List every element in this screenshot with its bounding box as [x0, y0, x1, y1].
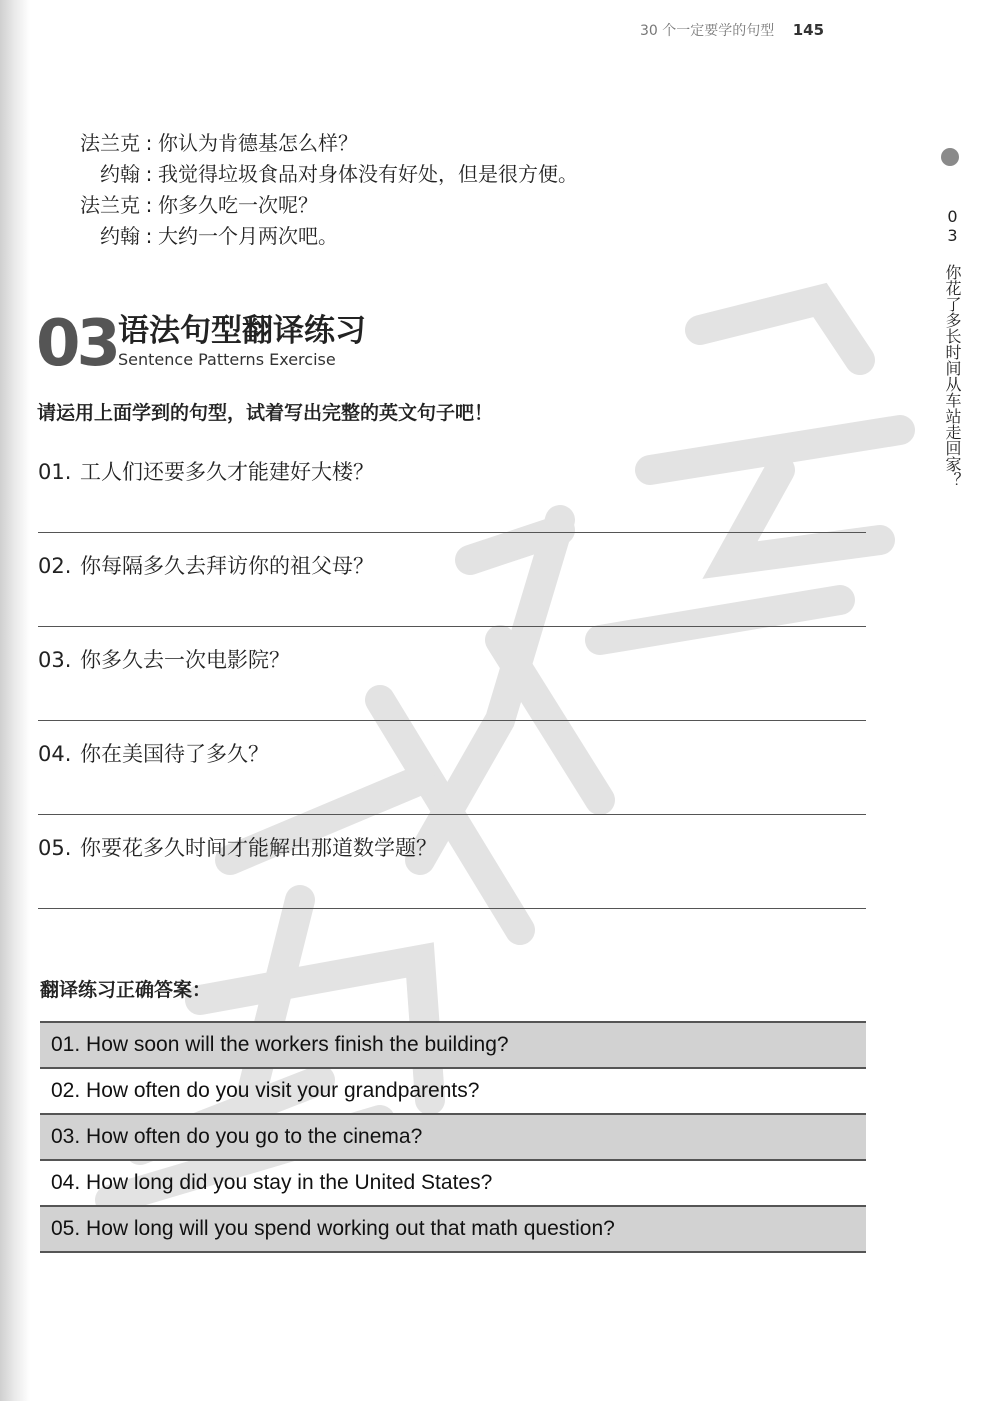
dialogue-line: 约翰 : 我觉得垃圾食品对身体没有好处，但是很方便。: [52, 159, 578, 190]
dialogue-line: 法兰克 : 你认为肯德基怎么样？: [52, 128, 578, 159]
exercise-prompt: 工人们还要多久才能建好大楼？: [80, 460, 374, 484]
answer-row: 04. How long did you stay in the United States?: [40, 1161, 866, 1207]
side-tab-dot: [941, 148, 959, 166]
exercise-number: 03.: [38, 648, 72, 672]
utterance: 你认为肯德基怎么样？: [158, 131, 358, 155]
page-number: 145: [792, 21, 825, 39]
exercise-number: 05.: [38, 836, 72, 860]
answer-write-line[interactable]: [38, 814, 866, 815]
exercise-prompt: 你在美国待了多久？: [80, 742, 269, 766]
exercise-prompt: 你要花多久时间才能解出那道数学题？: [80, 836, 437, 860]
answer-write-line[interactable]: [38, 908, 866, 909]
book-title: 30 个一定要学的句型: [640, 23, 775, 39]
dialogue-block: [52, 128, 578, 252]
exercise-number: 01.: [38, 460, 72, 484]
answer-write-line[interactable]: [38, 626, 866, 627]
answer-row: 03. How often do you go to the cinema?: [40, 1115, 866, 1161]
dialogue-line: 约翰 : 大约一个月两次吧。: [52, 221, 578, 252]
exercise-number: 04.: [38, 742, 72, 766]
exercise-prompt: 你每隔多久去拜访你的祖父母？: [80, 554, 374, 578]
section-heading: [36, 307, 366, 381]
utterance: 大约一个月两次吧。: [158, 224, 338, 248]
exercise-item: [38, 646, 866, 674]
exercise-item: [38, 458, 866, 486]
utterance: 我觉得垃圾食品对身体没有好处，但是很方便。: [158, 162, 578, 186]
answer-write-line[interactable]: [38, 720, 866, 721]
exercise-instruction: 请运用上面学到的句型，试着写出完整的英文句子吧！: [37, 402, 494, 424]
speaker-name: 约翰: [100, 162, 140, 186]
exercise-prompt: 你多久去一次电影院？: [80, 648, 290, 672]
section-title-en: Sentence Patterns Exercise: [118, 350, 336, 369]
dialogue-line: 法兰克 : 你多久吃一次呢？: [52, 190, 578, 221]
side-tab-label: 03 你花了多长时间从车站走回家？: [943, 207, 962, 488]
answer-write-line[interactable]: [38, 532, 866, 533]
speaker-name: 法兰克: [80, 131, 140, 155]
exercise-number: 02.: [38, 554, 72, 578]
exercise-item: [38, 740, 866, 768]
section-title-zh: 语法句型翻译练习: [118, 313, 366, 349]
exercise-item: [38, 834, 866, 862]
answers-label: 翻译练习正确答案：: [40, 979, 212, 1001]
exercise-item: [38, 552, 866, 580]
speaker-name: 约翰: [100, 224, 140, 248]
answer-row: 01. How soon will the workers finish the building?: [40, 1023, 866, 1069]
speaker-name: 法兰克: [80, 193, 140, 217]
answer-row: 02. How often do you visit your grandparents?: [40, 1069, 866, 1115]
answers-table: [40, 1021, 866, 1253]
running-header: [640, 20, 940, 40]
utterance: 你多久吃一次呢？: [158, 193, 318, 217]
page-spine-shadow: [0, 0, 30, 1401]
section-number: 03: [36, 307, 118, 381]
answer-row: 05. How long will you spend working out that math question?: [40, 1207, 866, 1253]
